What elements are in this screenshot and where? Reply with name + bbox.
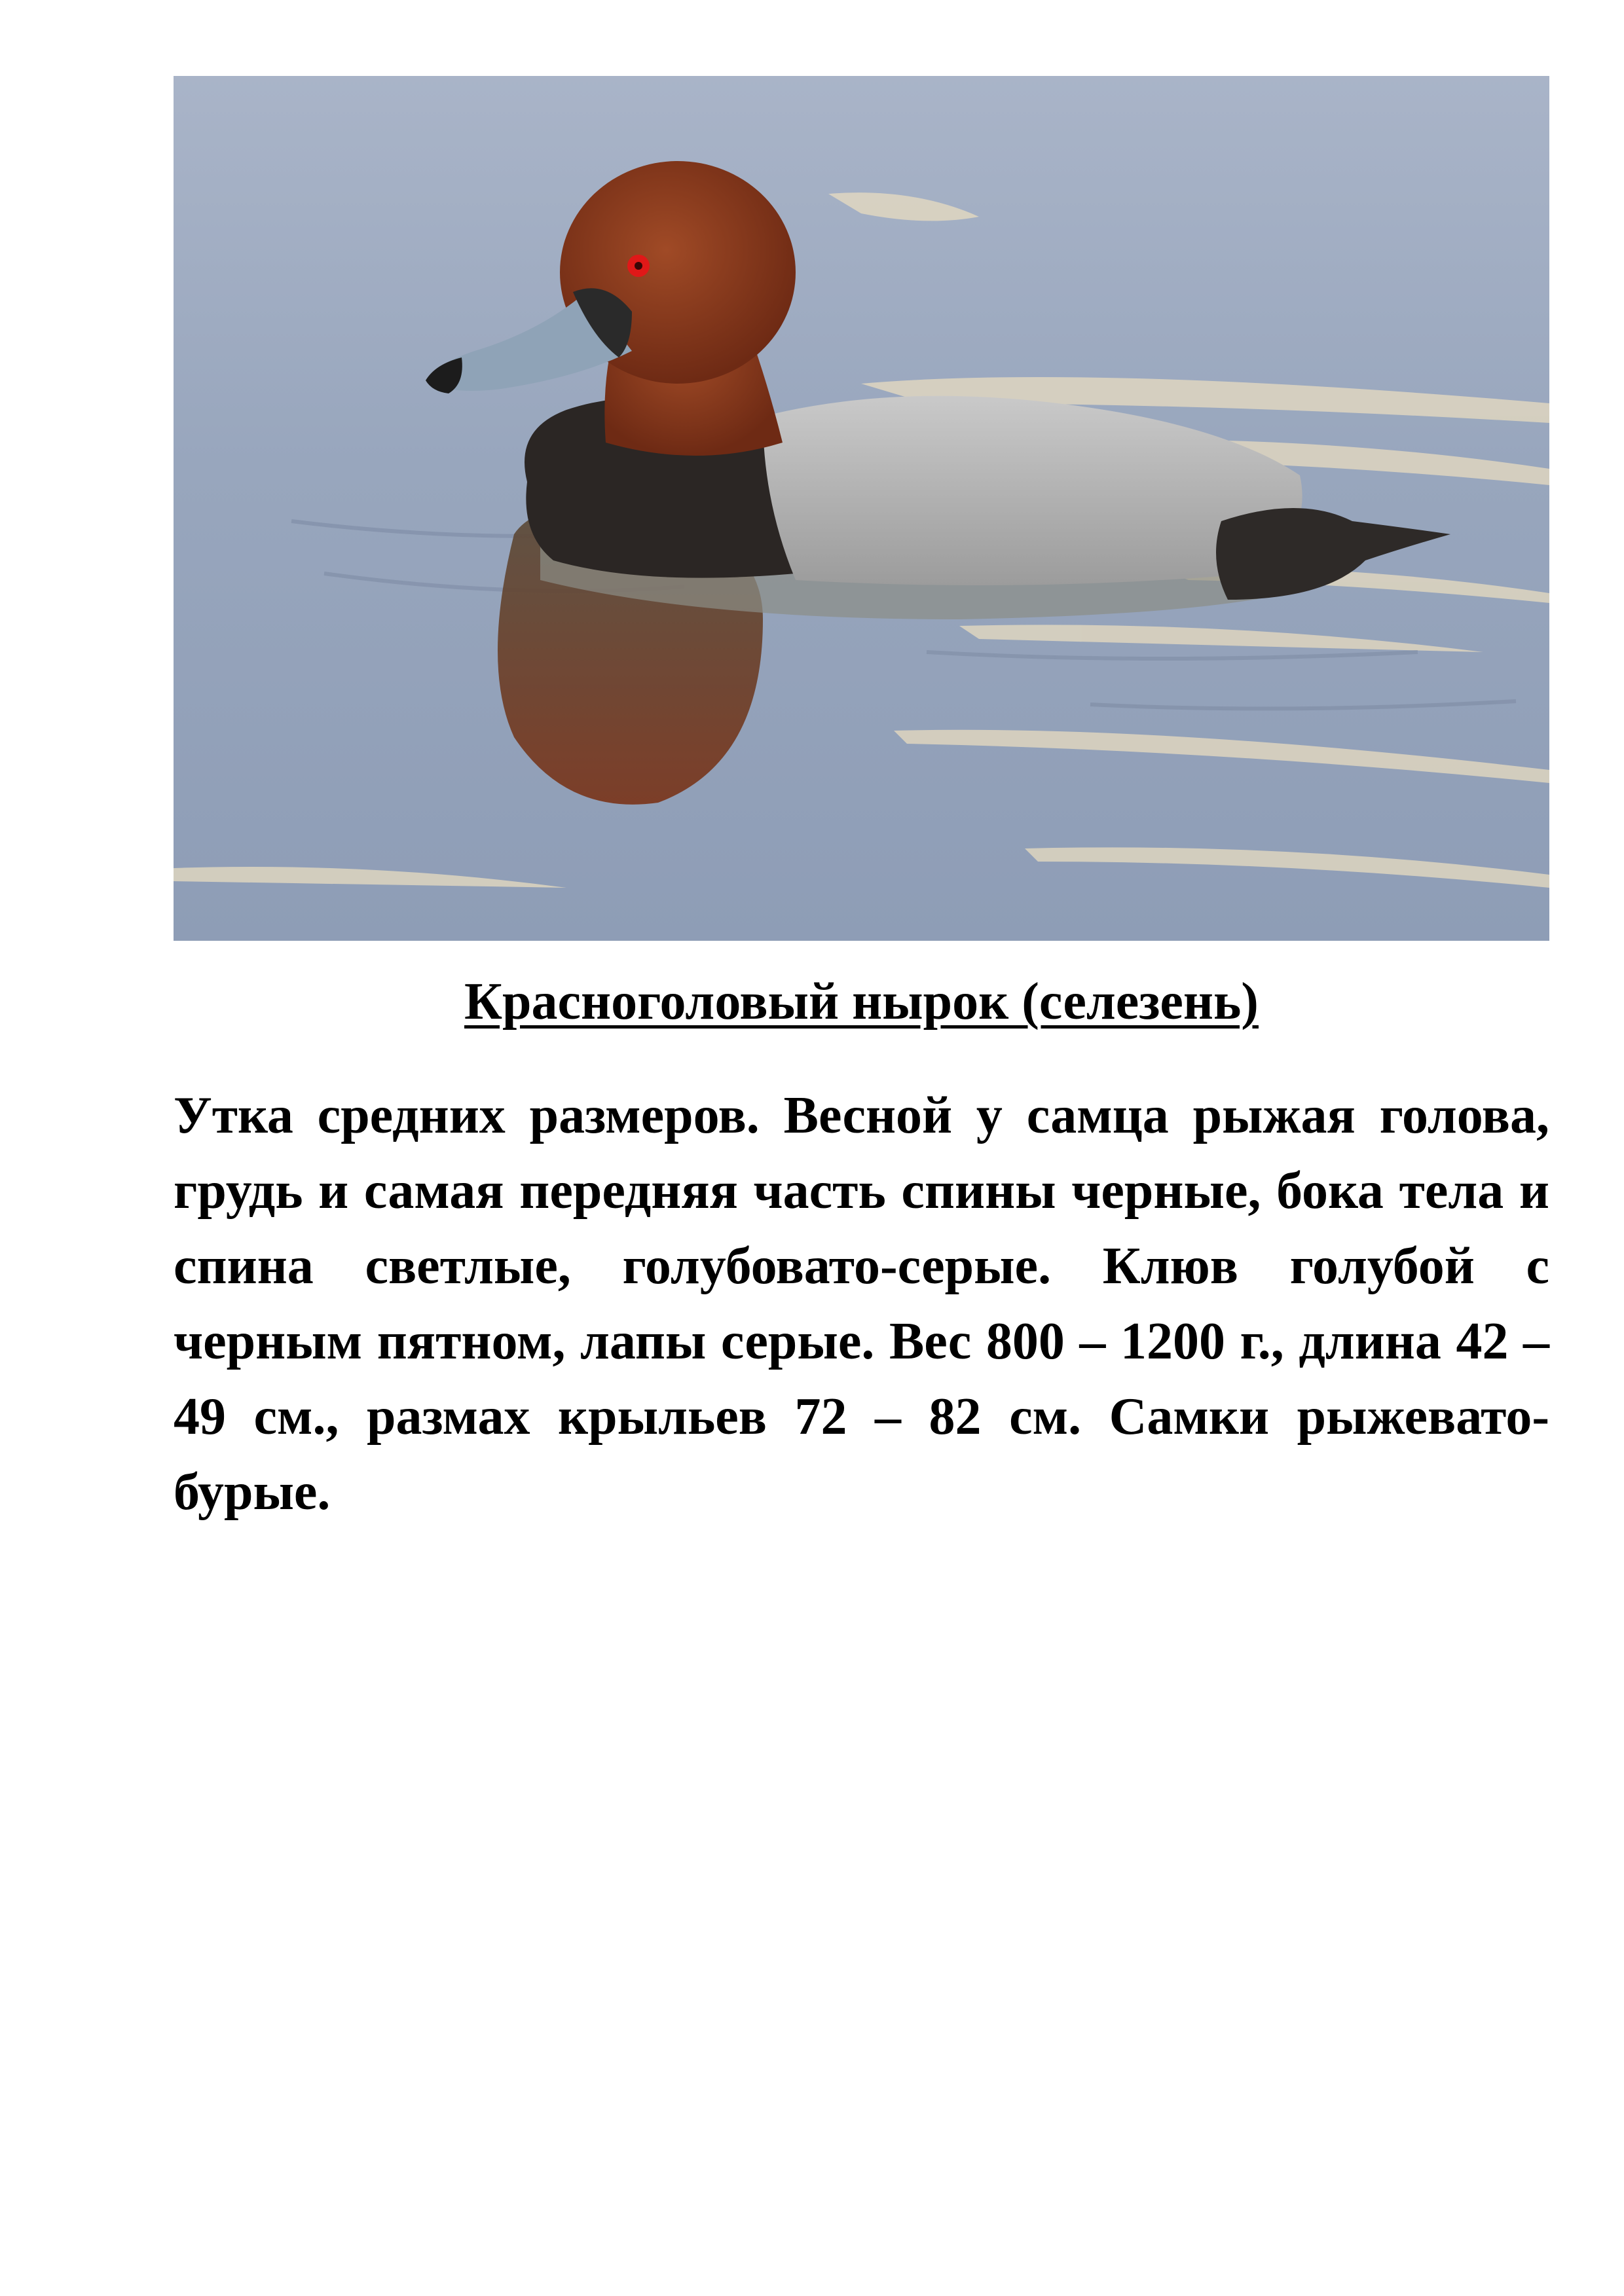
description-paragraph: Утка средних размеров. Весной у самца рыжая голова, грудь и самая передняя часть спины черные, бока тела и спина светлые, голубовато-серые. Клюв голубой с черным пятном, лапы серые. Вес 800 – 1200 г., длина 42 – 49 см., размах крыльев 72 – 82 см. Самки рыжевато-бурые. bbox=[174, 1087, 1549, 1521]
photo-caption: Красноголовый нырок (селезень) bbox=[464, 973, 1259, 1030]
duck-photo bbox=[174, 76, 1549, 941]
